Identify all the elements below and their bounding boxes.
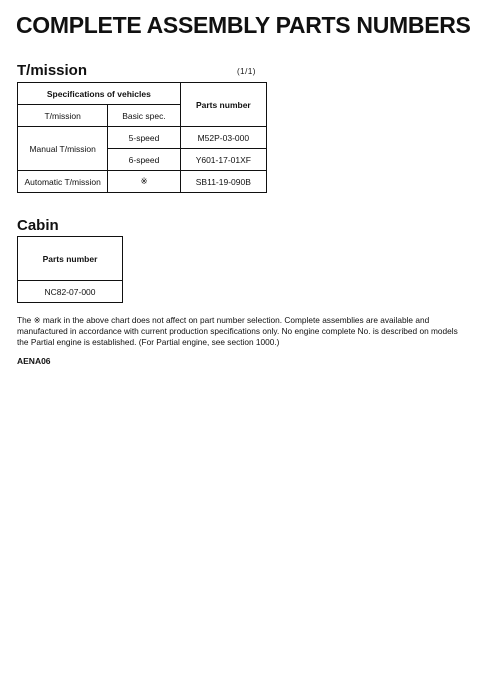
cell-part: NC82-07-000 xyxy=(18,281,123,303)
cell-part: SB11-19-090B xyxy=(180,171,266,193)
header-parts-number: Parts number xyxy=(18,237,123,281)
transmission-table xyxy=(17,82,267,193)
cell-spec: 5-speed xyxy=(108,127,180,149)
cell-part: Y601-17-01XF xyxy=(180,149,266,171)
header-tmission: T/mission xyxy=(18,105,108,127)
note-text: The ※ mark in the above chart does not affect on part number selection. Complete assemblies are available and manufactured in accordance with current production specifications only. No engine complete No. is described on models the Partial engine is established. (For Partial engine, see section 1000.) xyxy=(17,315,458,347)
transmission-section-title: T/mission xyxy=(17,62,88,79)
header-basic-spec: Basic spec. xyxy=(108,105,180,127)
document-code: AENA06 xyxy=(17,356,51,366)
cell-spec: 6-speed xyxy=(108,149,180,171)
table-row xyxy=(18,171,267,193)
cell-tmission: Manual T/mission xyxy=(18,127,108,171)
cabin-section-title: Cabin xyxy=(17,217,59,234)
table-row xyxy=(18,127,267,149)
cell-part: M52P-03-000 xyxy=(180,127,266,149)
page-title: COMPLETE ASSEMBLY PARTS NUMBERS xyxy=(16,12,471,38)
page-indicator: (1/1) xyxy=(237,67,256,76)
header-specifications: Specifications of vehicles xyxy=(18,83,181,105)
cell-spec: ※ xyxy=(108,171,180,193)
cabin-table xyxy=(17,236,123,303)
cell-tmission: Automatic T/mission xyxy=(18,171,108,193)
table-row xyxy=(18,281,123,303)
header-parts-number: Parts number xyxy=(180,83,266,127)
